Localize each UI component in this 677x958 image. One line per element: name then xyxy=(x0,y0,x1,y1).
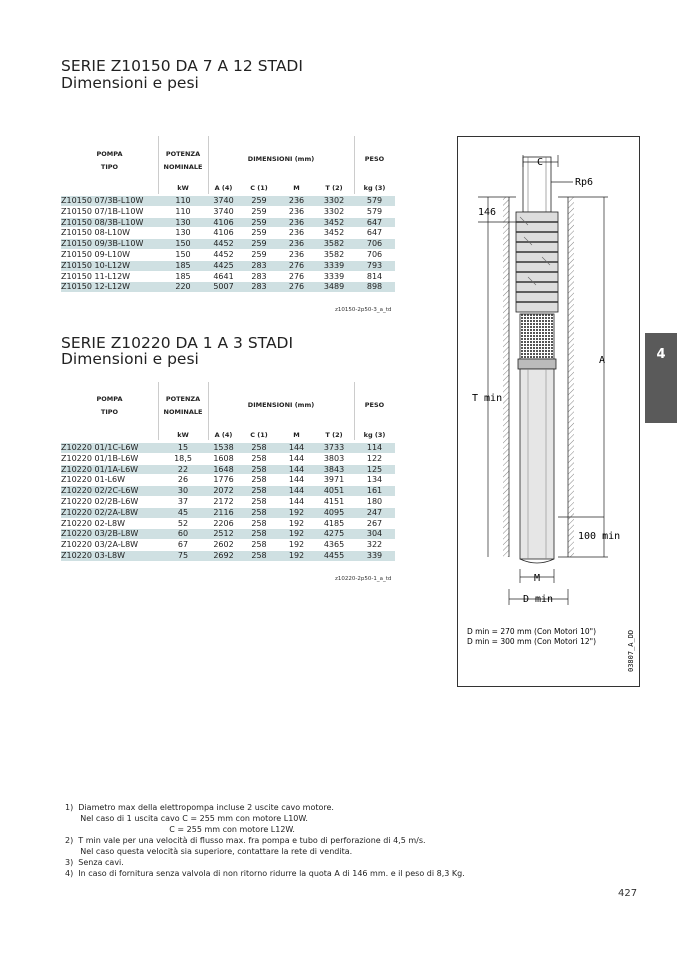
value-cell: 706 xyxy=(354,239,395,250)
value-cell: 247 xyxy=(354,507,395,518)
chapter-tab xyxy=(645,333,677,423)
value-cell: 236 xyxy=(279,196,314,206)
value-cell: 3302 xyxy=(314,206,354,217)
value-cell: 258 xyxy=(239,550,279,561)
value-cell: 26 xyxy=(158,475,208,486)
table-row xyxy=(61,260,395,271)
value-cell: 1538 xyxy=(208,443,239,453)
value-cell: 283 xyxy=(239,271,279,282)
table-row xyxy=(61,518,395,529)
pump-drawing xyxy=(458,137,639,686)
value-cell: 339 xyxy=(354,550,395,561)
value-cell: 150 xyxy=(158,249,208,260)
label-m: M xyxy=(533,573,541,584)
table-row xyxy=(61,507,395,518)
value-cell: 15 xyxy=(158,443,208,453)
unit-kg: kg (3) xyxy=(363,431,386,439)
value-cell: 258 xyxy=(239,529,279,540)
pump-type-cell: Z10220 02/2B-L6W xyxy=(61,496,158,507)
value-cell: 3489 xyxy=(314,282,354,293)
section2-title: SERIE Z10220 DA 1 A 3 STADI xyxy=(61,334,294,352)
value-cell: 192 xyxy=(279,540,314,551)
footnote-3: 3) Senza cavi. xyxy=(65,858,124,867)
table-row xyxy=(61,217,395,228)
header-peso: PESO xyxy=(364,155,385,163)
value-cell: 144 xyxy=(279,464,314,475)
value-cell: 258 xyxy=(239,518,279,529)
unit-t: T (2) xyxy=(325,184,343,192)
value-cell: 4365 xyxy=(314,540,354,551)
pump-type-cell: Z10220 03-L8W xyxy=(61,550,158,561)
value-cell: 259 xyxy=(239,249,279,260)
value-cell: 283 xyxy=(239,260,279,271)
value-cell: 161 xyxy=(354,486,395,497)
pump-type-cell: Z10220 01-L6W xyxy=(61,475,158,486)
pump-type-cell: Z10220 02/2C-L6W xyxy=(61,486,158,497)
value-cell: 276 xyxy=(279,271,314,282)
units-row xyxy=(61,180,395,196)
unit-kw: kW xyxy=(177,431,189,439)
page-number: 427 xyxy=(618,888,638,899)
label-c: C xyxy=(536,157,544,168)
footnote-2a: Nel caso questa velocità sia superiore, contattare la rete di vendita. xyxy=(65,847,353,856)
value-cell: 1776 xyxy=(208,475,239,486)
unit-c: C (1) xyxy=(250,431,268,439)
value-cell: 30 xyxy=(158,486,208,497)
value-cell: 258 xyxy=(239,453,279,464)
value-cell: 258 xyxy=(239,486,279,497)
header-potenza: POTENZA xyxy=(165,150,201,158)
value-cell: 4425 xyxy=(208,260,239,271)
value-cell: 579 xyxy=(354,196,395,206)
value-cell: 236 xyxy=(279,217,314,228)
chapter-number: 4 xyxy=(656,347,666,362)
value-cell: 267 xyxy=(354,518,395,529)
value-cell: 144 xyxy=(279,486,314,497)
value-cell: 192 xyxy=(279,550,314,561)
header-peso: PESO xyxy=(364,401,385,409)
label-rp6: Rp6 xyxy=(575,177,594,188)
value-cell: 3740 xyxy=(208,196,239,206)
value-cell: 236 xyxy=(279,206,314,217)
label-a: A xyxy=(599,355,606,366)
value-cell: 125 xyxy=(354,464,395,475)
pump-type-cell: Z10220 01/1B-L6W xyxy=(61,453,158,464)
section1-table xyxy=(61,180,395,293)
footnote-1: 1) Diametro max della elettropompa incluse 2 uscite cavo motore. xyxy=(65,803,334,812)
value-cell: 185 xyxy=(158,271,208,282)
value-cell: 579 xyxy=(354,206,395,217)
section2-table xyxy=(61,427,395,562)
value-cell: 185 xyxy=(158,260,208,271)
header-dimensioni: DIMENSIONI (mm) xyxy=(247,401,315,409)
pump-type-cell: Z10150 11-L12W xyxy=(61,271,158,282)
value-cell: 60 xyxy=(158,529,208,540)
value-cell: 2116 xyxy=(208,507,239,518)
value-cell: 236 xyxy=(279,249,314,260)
header-pompa: POMPA xyxy=(96,395,123,403)
value-cell: 134 xyxy=(354,475,395,486)
pump-type-cell: Z10150 07/3B-L10W xyxy=(61,196,158,206)
table-row xyxy=(61,239,395,250)
value-cell: 130 xyxy=(158,217,208,228)
pump-type-cell: Z10220 01/1A-L6W xyxy=(61,464,158,475)
value-cell: 220 xyxy=(158,282,208,293)
value-cell: 4275 xyxy=(314,529,354,540)
header-pompa: POMPA xyxy=(96,150,123,158)
label-tmin: T min xyxy=(472,393,503,404)
value-cell: 4455 xyxy=(314,550,354,561)
table-row xyxy=(61,271,395,282)
value-cell: 304 xyxy=(354,529,395,540)
value-cell: 3452 xyxy=(314,228,354,239)
value-cell: 75 xyxy=(158,550,208,561)
value-cell: 236 xyxy=(279,239,314,250)
value-cell: 259 xyxy=(239,217,279,228)
value-cell: 3452 xyxy=(314,217,354,228)
value-cell: 2206 xyxy=(208,518,239,529)
value-cell: 2172 xyxy=(208,496,239,507)
value-cell: 4151 xyxy=(314,496,354,507)
value-cell: 259 xyxy=(239,196,279,206)
pump-type-cell: Z10150 12-L12W xyxy=(61,282,158,293)
value-cell: 3339 xyxy=(314,260,354,271)
value-cell: 898 xyxy=(354,282,395,293)
value-cell: 2602 xyxy=(208,540,239,551)
value-cell: 45 xyxy=(158,507,208,518)
unit-kg: kg (3) xyxy=(363,184,386,192)
well-wall-left xyxy=(503,197,509,557)
pump-type-cell: Z10150 10-L12W xyxy=(61,260,158,271)
value-cell: 3803 xyxy=(314,453,354,464)
value-cell: 37 xyxy=(158,496,208,507)
value-cell: 67 xyxy=(158,540,208,551)
value-cell: 322 xyxy=(354,540,395,551)
value-cell: 258 xyxy=(239,507,279,518)
value-cell: 1648 xyxy=(208,464,239,475)
value-cell: 192 xyxy=(279,507,314,518)
value-cell: 144 xyxy=(279,453,314,464)
value-cell: 52 xyxy=(158,518,208,529)
value-cell: 180 xyxy=(354,496,395,507)
value-cell: 18,5 xyxy=(158,453,208,464)
value-cell: 258 xyxy=(239,540,279,551)
value-cell: 2512 xyxy=(208,529,239,540)
header-nominale: NOMINALE xyxy=(163,163,203,171)
label-dmin: D min xyxy=(522,594,554,605)
value-cell: 3843 xyxy=(314,464,354,475)
pump-type-cell: Z10150 07/1B-L10W xyxy=(61,206,158,217)
dimension-diagram xyxy=(457,136,640,687)
footnote-2: 2) T min vale per una velocità di flusso max. fra pompa e tubo di perforazione di 4,5 m/s. xyxy=(65,836,426,845)
value-cell: 3733 xyxy=(314,443,354,453)
value-cell: 3582 xyxy=(314,249,354,260)
value-cell: 114 xyxy=(354,443,395,453)
section1-title: SERIE Z10150 DA 7 A 12 STADI xyxy=(61,57,303,75)
section2-subtitle: Dimensioni e pesi xyxy=(61,350,199,368)
header-dimensioni: DIMENSIONI (mm) xyxy=(247,155,315,163)
diagram-code: 03807_A_DD xyxy=(627,629,635,672)
table-row xyxy=(61,453,395,464)
pump-type-cell: Z10220 02-L8W xyxy=(61,518,158,529)
value-cell: 122 xyxy=(354,453,395,464)
value-cell: 283 xyxy=(239,282,279,293)
table-row xyxy=(61,249,395,260)
value-cell: 259 xyxy=(239,228,279,239)
table-row xyxy=(61,464,395,475)
value-cell: 236 xyxy=(279,228,314,239)
value-cell: 259 xyxy=(239,239,279,250)
value-cell: 258 xyxy=(239,464,279,475)
table-row xyxy=(61,529,395,540)
table-row xyxy=(61,443,395,453)
value-cell: 259 xyxy=(239,206,279,217)
value-cell: 4051 xyxy=(314,486,354,497)
unit-a: A (4) xyxy=(214,431,233,439)
pump-type-cell: Z10220 03/2A-L8W xyxy=(61,540,158,551)
suction-screen xyxy=(520,314,554,359)
value-cell: 3302 xyxy=(314,196,354,206)
value-cell: 258 xyxy=(239,496,279,507)
value-cell: 258 xyxy=(239,443,279,453)
section2-code: z10220-2p50-1_a_td xyxy=(335,576,392,582)
footnote-1b: C = 255 mm con motore L12W. xyxy=(65,825,295,834)
value-cell: 258 xyxy=(239,475,279,486)
value-cell: 276 xyxy=(279,260,314,271)
value-cell: 647 xyxy=(354,228,395,239)
value-cell: 1608 xyxy=(208,453,239,464)
pump-type-cell: Z10150 09/3B-L10W xyxy=(61,239,158,250)
unit-a: A (4) xyxy=(214,184,233,192)
value-cell: 150 xyxy=(158,239,208,250)
table-row xyxy=(61,540,395,551)
table-row xyxy=(61,228,395,239)
value-cell: 144 xyxy=(279,496,314,507)
value-cell: 144 xyxy=(279,443,314,453)
unit-t: T (2) xyxy=(325,431,343,439)
value-cell: 276 xyxy=(279,282,314,293)
value-cell: 3339 xyxy=(314,271,354,282)
unit-m: M xyxy=(293,431,300,439)
table-row xyxy=(61,475,395,486)
section1-code: z10150-2p50-3_a_td xyxy=(335,307,392,313)
table-row xyxy=(61,206,395,217)
pump-type-cell: Z10220 03/2B-L8W xyxy=(61,529,158,540)
header-tipo: TIPO xyxy=(100,163,119,171)
label-146: 146 xyxy=(478,207,497,218)
table-row xyxy=(61,496,395,507)
value-cell: 130 xyxy=(158,228,208,239)
value-cell: 4641 xyxy=(208,271,239,282)
value-cell: 3582 xyxy=(314,239,354,250)
value-cell: 4452 xyxy=(208,249,239,260)
unit-c: C (1) xyxy=(250,184,268,192)
well-wall-right xyxy=(568,197,574,557)
value-cell: 706 xyxy=(354,249,395,260)
header-nominale: NOMINALE xyxy=(163,408,203,416)
pump-type-cell: Z10150 08-L10W xyxy=(61,228,158,239)
value-cell: 4106 xyxy=(208,217,239,228)
header-tipo: TIPO xyxy=(100,408,119,416)
pump-type-cell: Z10150 09-L10W xyxy=(61,249,158,260)
section1-subtitle: Dimensioni e pesi xyxy=(61,74,199,92)
value-cell: 192 xyxy=(279,529,314,540)
value-cell: 192 xyxy=(279,518,314,529)
value-cell: 2692 xyxy=(208,550,239,561)
value-cell: 5007 xyxy=(208,282,239,293)
value-cell: 3740 xyxy=(208,206,239,217)
diagram-note-2: D min = 300 mm (Con Motori 12") xyxy=(467,637,596,646)
unit-kw: kW xyxy=(177,184,189,192)
header-potenza: POTENZA xyxy=(165,395,201,403)
value-cell: 647 xyxy=(354,217,395,228)
value-cell: 4106 xyxy=(208,228,239,239)
value-cell: 110 xyxy=(158,206,208,217)
table-row xyxy=(61,196,395,206)
footnote-4: 4) In caso di fornitura senza valvola di non ritorno ridurre la quota A di 146 mm. e il peso di 8,3 Kg. xyxy=(65,869,465,878)
value-cell: 2072 xyxy=(208,486,239,497)
value-cell: 814 xyxy=(354,271,395,282)
value-cell: 144 xyxy=(279,475,314,486)
pump-type-cell: Z10220 01/1C-L6W xyxy=(61,443,158,453)
pump-type-cell: Z10220 02/2A-L8W xyxy=(61,507,158,518)
pump-type-cell: Z10150 08/3B-L10W xyxy=(61,217,158,228)
value-cell: 110 xyxy=(158,196,208,206)
table-row xyxy=(61,282,395,293)
table-row xyxy=(61,486,395,497)
value-cell: 4452 xyxy=(208,239,239,250)
motor-body xyxy=(520,369,554,559)
value-cell: 22 xyxy=(158,464,208,475)
table-row xyxy=(61,550,395,561)
units-row xyxy=(61,427,395,443)
label-100min: 100 min xyxy=(578,531,621,542)
diagram-note-1: D min = 270 mm (Con Motori 10") xyxy=(467,627,596,636)
footnote-1a: Nel caso di 1 uscita cavo C = 255 mm con motore L10W. xyxy=(65,814,308,823)
value-cell: 793 xyxy=(354,260,395,271)
value-cell: 4185 xyxy=(314,518,354,529)
unit-m: M xyxy=(293,184,300,192)
value-cell: 3971 xyxy=(314,475,354,486)
value-cell: 4095 xyxy=(314,507,354,518)
